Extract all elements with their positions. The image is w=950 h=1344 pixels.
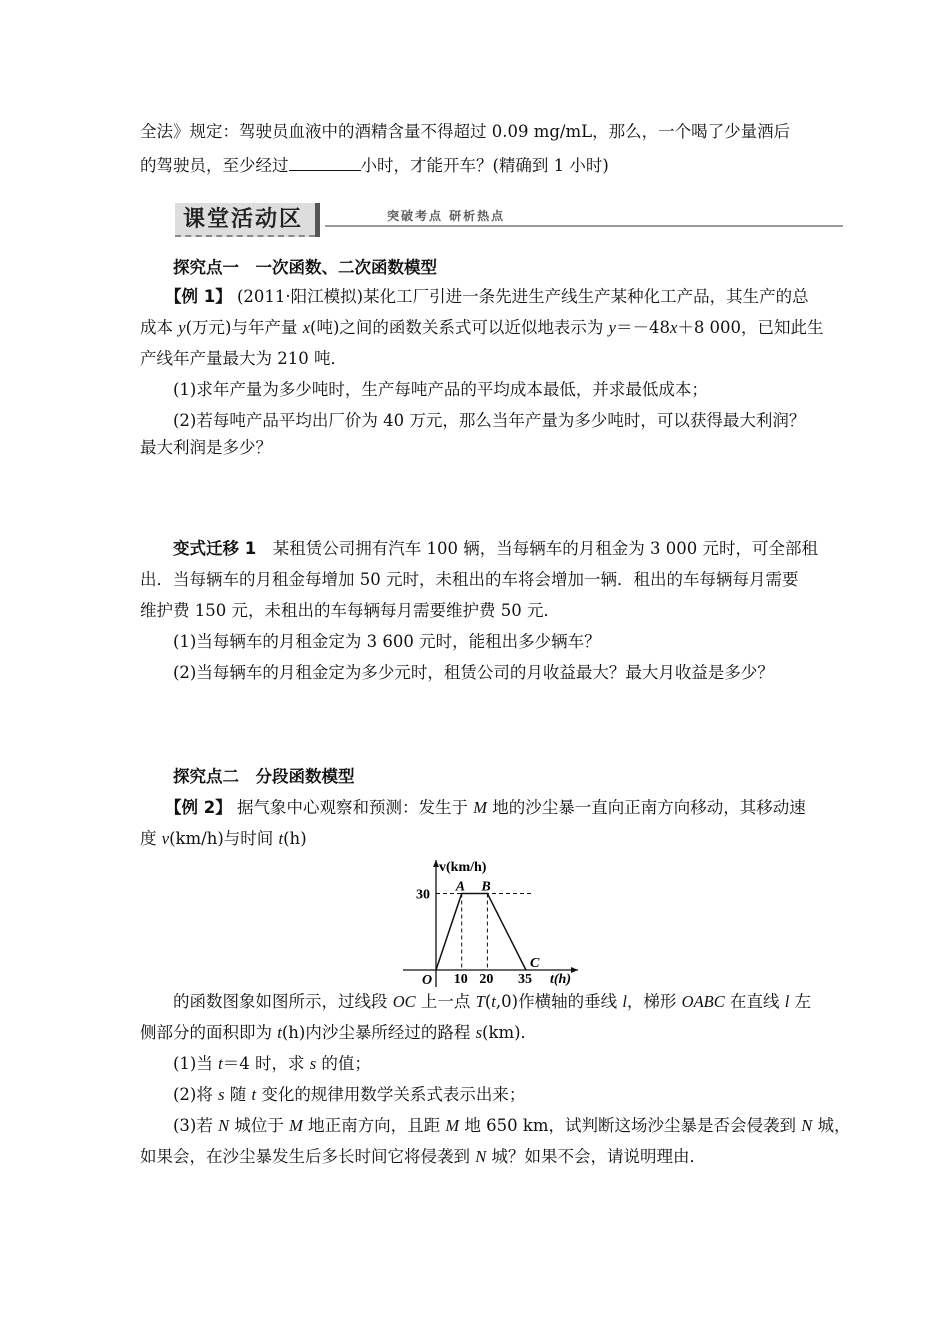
example-2-question-3-cont xyxy=(140,1145,706,1169)
var-N: N xyxy=(475,1147,487,1166)
t: ＝4 时，求 xyxy=(222,1054,310,1073)
x-tick-label: 35 xyxy=(517,972,532,987)
banner-subtitle: 突破考点 研析热点 xyxy=(387,209,506,223)
intro-line-1: 全法》规定：驾驶员血液中的酒精含量不得超过 0.09 mg/mL，那么，一个喝了少量酒后 xyxy=(140,122,791,141)
example-1-question-2: (2)若每吨产品平均出厂价为 40 万元，那么当年产量为多少吨时，可以获得最大利润？ xyxy=(173,411,806,430)
t: (1)当 xyxy=(173,1054,219,1073)
var-y: y xyxy=(608,318,616,337)
variant-1-question-2: (2)当每辆车的月租金定为多少元时，租赁公司的月收益最大？最大月收益是多少？ xyxy=(173,663,774,682)
variant-label: 变式迁移 1 xyxy=(173,539,257,558)
t: ＋8 000，已知此生 xyxy=(677,318,824,337)
t: (h)内沙尘暴所经过的路程 xyxy=(281,1023,476,1042)
section-heading-1: 探究点一 一次函数、二次函数模型 xyxy=(173,258,437,277)
variant-1-line-3: 维护费 150 元，未租出的车每辆每月需要维护费 50 元． xyxy=(140,601,560,620)
t: 上一点 xyxy=(415,992,476,1011)
example-label: 【例 1】 xyxy=(165,287,232,306)
t: 地正南方向，且距 xyxy=(302,1116,446,1135)
var-M: M xyxy=(445,1116,460,1135)
point-label-o: O xyxy=(422,973,433,988)
t: 度 xyxy=(140,829,162,848)
x-tick-label: 20 xyxy=(479,972,494,987)
var-N: N xyxy=(218,1116,230,1135)
var-l: l xyxy=(622,992,627,1011)
point-label-c: C xyxy=(529,956,540,971)
banner-divider xyxy=(315,203,320,237)
variant-1-line-1 xyxy=(173,537,818,561)
example-2-line-1 xyxy=(165,796,806,820)
t: 地的沙尘暴一直向正南方向移动，其移动速 xyxy=(486,798,806,817)
velocity-time-chart xyxy=(398,855,588,990)
t: ，梯形 xyxy=(626,992,682,1011)
example-2-question-1 xyxy=(173,1052,371,1076)
var-t: t xyxy=(277,1023,282,1042)
t: 地 650 km，试判断这场沙尘暴是否会侵袭到 xyxy=(459,1116,802,1135)
t: 某租赁公司拥有汽车 100 辆，当每辆车的月租金为 3 000 元时，可全部租 xyxy=(256,539,818,558)
t: 城位于 xyxy=(229,1116,290,1135)
example-text: (2011·阳江模拟)某化工厂引进一条先进生产线生产某种化工产品，其生产的总 xyxy=(231,287,809,306)
example-1-line-2 xyxy=(140,316,824,340)
t: 的值； xyxy=(316,1054,371,1073)
velocity-line xyxy=(436,894,526,971)
t: 的函数图象如图所示，过线段 xyxy=(173,992,393,1011)
chart-marks xyxy=(403,860,578,988)
var-s: s xyxy=(475,1023,483,1042)
var-t: t xyxy=(218,1054,223,1073)
var-t: t xyxy=(491,992,496,1011)
t: 在直线 xyxy=(724,992,785,1011)
var-v: v xyxy=(161,829,170,848)
point-label-b: B xyxy=(481,879,491,895)
section-banner xyxy=(175,203,843,239)
example-1-question-1: (1)求年产量为多少吨时，生产每吨产品的平均成本最低，并求最低成本； xyxy=(173,380,708,399)
t: 据气象中心观察和预测：发生于 xyxy=(231,798,474,817)
t: (3)若 xyxy=(173,1116,219,1135)
var-t: t xyxy=(251,1085,257,1104)
var-M: M xyxy=(289,1116,303,1135)
variant-1-question-1: (1)当每辆车的月租金定为 3 600 元时，能租出多少辆车？ xyxy=(173,632,601,651)
var-OABC: OABC xyxy=(681,992,725,1011)
example-2-question-2 xyxy=(173,1083,525,1107)
var-y: y xyxy=(178,318,186,337)
variant-1-line-2: 出．当每辆车的月租金每增加 50 元时，未租出的车将会增加一辆．租出的车每辆每月需要 xyxy=(140,570,799,589)
var-x: x xyxy=(669,318,678,337)
banner-title: 课堂活动区 xyxy=(175,203,315,237)
var-x: x xyxy=(302,318,311,337)
var-OC: OC xyxy=(392,992,416,1011)
intro-text: 的驾驶员，至少经过 xyxy=(140,156,289,175)
t: ( xyxy=(484,992,492,1011)
section-heading-2: 探究点二 分段函数模型 xyxy=(173,767,355,786)
x-axis-arrow xyxy=(571,967,578,973)
t: 城？如果不会，请说明理由． xyxy=(486,1147,707,1166)
t: 侧部分的面积即为 xyxy=(140,1023,278,1042)
example-2-line-3 xyxy=(173,990,811,1014)
t: 如果会，在沙尘暴发生后多长时间它将侵袭到 xyxy=(140,1147,476,1166)
t: ,0)作横轴的垂线 xyxy=(495,992,623,1011)
point-label-a: A xyxy=(455,879,466,895)
example-2-question-3 xyxy=(173,1114,851,1138)
y-axis-label: v(km/h) xyxy=(439,860,487,875)
var-l: l xyxy=(784,992,790,1011)
example-1-line-1 xyxy=(165,285,809,309)
var-s: s xyxy=(309,1054,317,1073)
t: (km/h)与时间 xyxy=(169,829,279,848)
intro-text: 小时，才能开车？(精确到 1 小时) xyxy=(360,156,609,175)
t: 城， xyxy=(812,1116,851,1135)
var-t: t xyxy=(278,829,284,848)
t: (2)将 xyxy=(173,1085,219,1104)
example-label: 【例 2】 xyxy=(165,798,232,817)
var-T: T xyxy=(475,992,485,1011)
x-tick-label: 10 xyxy=(453,972,468,987)
banner-rule xyxy=(325,225,843,227)
t: (h) xyxy=(283,829,307,848)
var-s: s xyxy=(218,1085,225,1104)
t: 变化的规律用数学关系式表示出来； xyxy=(256,1085,526,1104)
answer-blank[interactable] xyxy=(289,154,361,171)
example-1-question-2-cont: 最大利润是多少？ xyxy=(140,438,272,457)
t: ＝－48 xyxy=(615,318,670,337)
var-N: N xyxy=(801,1116,813,1135)
t: 左 xyxy=(789,992,812,1011)
y-tick-label: 30 xyxy=(416,887,430,903)
t: (万元)与年产量 xyxy=(185,318,303,337)
example-2-line-2 xyxy=(140,827,307,851)
t: (吨)之间的函数关系式可以近似地表示为 xyxy=(310,318,609,337)
x-axis-label: t(h) xyxy=(550,972,571,987)
t: 随 xyxy=(224,1085,252,1104)
var-M: M xyxy=(473,798,487,817)
t: (km)． xyxy=(482,1023,538,1042)
intro-line-2 xyxy=(140,154,609,178)
t: 成本 xyxy=(140,318,179,337)
example-1-line-3: 产线年产量最大为 210 吨． xyxy=(140,349,347,368)
example-2-line-4 xyxy=(140,1021,537,1045)
